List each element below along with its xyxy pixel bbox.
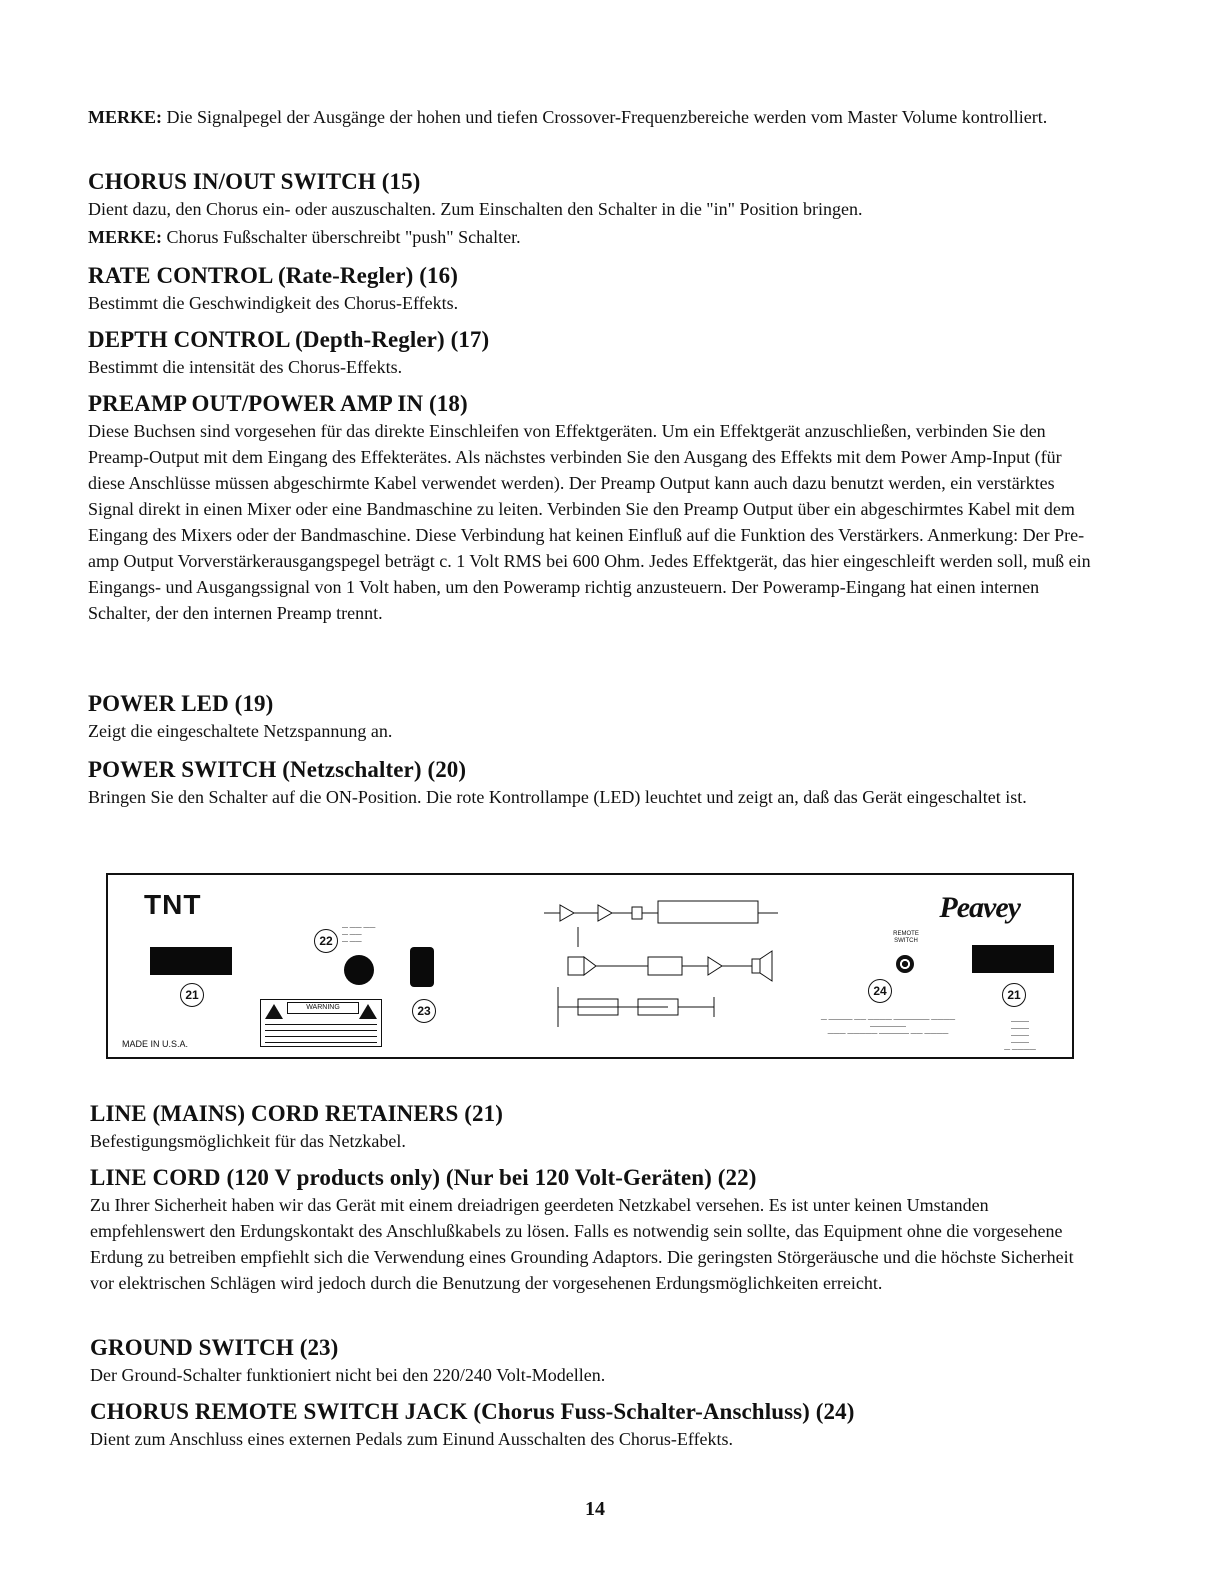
section-heading: CHORUS REMOTE SWITCH JACK (Chorus Fuss-Schalter-Anschluss) (24) bbox=[90, 1399, 855, 1424]
section-preamp bbox=[88, 390, 1100, 626]
section-power-switch bbox=[88, 756, 1098, 810]
made-in-label: MADE IN U.S.A. bbox=[122, 1039, 189, 1049]
section-text: Dient zum Anschluss eines externen Pedals zum Einund Ausschalten des Chorus-Effekts. bbox=[90, 1429, 734, 1449]
line-cord-plug-icon bbox=[344, 955, 374, 985]
section-heading: LINE CORD (120 V products only) (Nur bei 120 Volt-Geräten) (22) bbox=[90, 1165, 757, 1190]
section-depth bbox=[88, 326, 1098, 380]
section-text: Zeigt die eingeschaltete Netzspannung an. bbox=[88, 721, 393, 741]
section-heading: PREAMP OUT/POWER AMP IN (18) bbox=[88, 391, 468, 416]
warning-triangle-icon bbox=[265, 1004, 283, 1019]
note-label: MERKE: bbox=[88, 227, 162, 247]
merke-master-note bbox=[88, 104, 1098, 130]
ground-switch-icon bbox=[410, 947, 434, 987]
page-number: 14 bbox=[585, 1498, 605, 1520]
product-credit: ― ―――― ―― ―――― ―――――― ―――― ―――――― ――― ――――― ――――― ―― ―――― bbox=[820, 1017, 956, 1037]
note-label: MERKE: bbox=[88, 107, 162, 127]
warning-triangle-icon bbox=[359, 1004, 377, 1019]
section-chorus-inout bbox=[88, 168, 1098, 250]
section-rate bbox=[88, 262, 1098, 316]
section-text: Zu Ihrer Sicherheit haben wir das Gerät mit einem dreiadrigen geerdeten Netzkabel versehen. Es ist unter keinen Umstanden empfehlenswert den Erdungskontakt des Anschlußkabels zu lösen. Falls es notwendig sein sollte, das Equipment ohne die vorgesehene Erdung zu betreiben empfiehlt sich die Verwendung eines Grounding Adaptors. Die geringsten Störgeräusche und die höchste Sicherheit vor elektrischen Schlägen wird jedoch durch die Benutzung der vorgesehenen Erdungsmöglichkeiten erreicht. bbox=[90, 1195, 1074, 1293]
remote-jack-icon bbox=[896, 955, 914, 973]
section-heading: LINE (MAINS) CORD RETAINERS (21) bbox=[90, 1101, 503, 1126]
note-text: Chorus Fußschalter überschreibt "push" Schalter. bbox=[162, 227, 521, 247]
section-text: Diese Buchsen sind vorgesehen für das direkte Einschleifen von Effektgeräten. Um ein Effektgerät anzuschließen, verbinden Sie den Preamp-Output mit dem Eingang des Effekterätes. Als nächstes verbinden Sie den Ausgang des Effekts mit dem Power Amp-Input (für diese Anschlüsse müssen abgeschirmte Kabel verwendet werden). Der Preamp Output kann auch dazu benutzt werden, ein verstärktes Signal direkt in einen Mixer oder eine Bandmaschine zu leiten. Verbinden Sie den Preamp Output über ein abgeschirmtes Kabel mit dem Eingang des Mixers oder der Bandmaschine. Diese Verbindung hat keinen Einfluß auf die Funktion des Verstärkers. Anmerkung: Der Pre-amp Output Vorverstärkerausgangspegel beträgt c. 1 Volt RMS bei 600 Ohm. Jedes Effektgerät, das hier eingeschleift werden soll, muß ein Eingangs- und Ausgangssignal von 1 Volt haben, um den Poweramp richtig anzusteuern. Der Poweramp-Eingang hat einen internen Schalter, der den internen Preamp trennt. bbox=[88, 421, 1091, 623]
callout-24: 24 bbox=[868, 979, 892, 1003]
section-text: Dient dazu, den Chorus ein- oder auszuschalten. Zum Einschalten den Schalter in die "in" Position bringen. bbox=[88, 199, 863, 219]
callout-21-right: 21 bbox=[1002, 983, 1026, 1007]
signal-flow-schematic bbox=[538, 887, 788, 1037]
model-logo: TNT bbox=[144, 889, 202, 920]
brand-logo: Peavey bbox=[939, 891, 1020, 924]
warning-title: WARNING bbox=[287, 1002, 359, 1014]
line-cord-spec: ― ―― ―― ― ―― ― ―― bbox=[342, 925, 376, 945]
section-heading: CHORUS IN/OUT SWITCH (15) bbox=[88, 169, 421, 194]
callout-22: 22 bbox=[314, 929, 338, 953]
callout-21-left: 21 bbox=[180, 983, 204, 1007]
section-text: Befestigungsmöglichkeit für das Netzkabel. bbox=[90, 1131, 406, 1151]
cord-retainer-right bbox=[972, 945, 1054, 973]
remote-switch-label: REMOTE SWITCH bbox=[893, 931, 919, 944]
section-text: Der Ground-Schalter funktioniert nicht bei den 220/240 Volt-Modellen. bbox=[90, 1365, 606, 1385]
section-power-led bbox=[88, 690, 1098, 744]
section-text: Bringen Sie den Schalter auf die ON-Position. Die rote Kontrollampe (LED) leuchtet und zeigt an, daß das Gerät eingeschaltet ist. bbox=[88, 787, 1027, 807]
section-line-cord bbox=[90, 1164, 1090, 1296]
power-rating: ――― ――― ――― ――― ― ―――― bbox=[1004, 1019, 1036, 1053]
section-heading: DEPTH CONTROL (Depth-Regler) (17) bbox=[88, 327, 490, 352]
section-heading: RATE CONTROL (Rate-Regler) (16) bbox=[88, 263, 458, 288]
section-text: Bestimmt die intensität des Chorus-Effekts. bbox=[88, 357, 403, 377]
section-text: Bestimmt die Geschwindigkeit des Chorus-Effekts. bbox=[88, 293, 459, 313]
callout-23: 23 bbox=[412, 999, 436, 1023]
section-heading: POWER LED (19) bbox=[88, 691, 274, 716]
warning-label bbox=[260, 999, 382, 1047]
note-text: Die Signalpegel der Ausgänge der hohen und tiefen Crossover-Frequenzbereiche werden vom Master Volume kontrolliert. bbox=[162, 107, 1048, 127]
rear-panel-diagram bbox=[106, 873, 1074, 1059]
cord-retainer-left bbox=[150, 947, 232, 975]
section-retainers bbox=[90, 1100, 1100, 1154]
section-heading: POWER SWITCH (Netzschalter) (20) bbox=[88, 757, 467, 782]
section-remote-jack bbox=[90, 1398, 1100, 1452]
section-ground bbox=[90, 1334, 1100, 1388]
section-heading: GROUND SWITCH (23) bbox=[90, 1335, 339, 1360]
